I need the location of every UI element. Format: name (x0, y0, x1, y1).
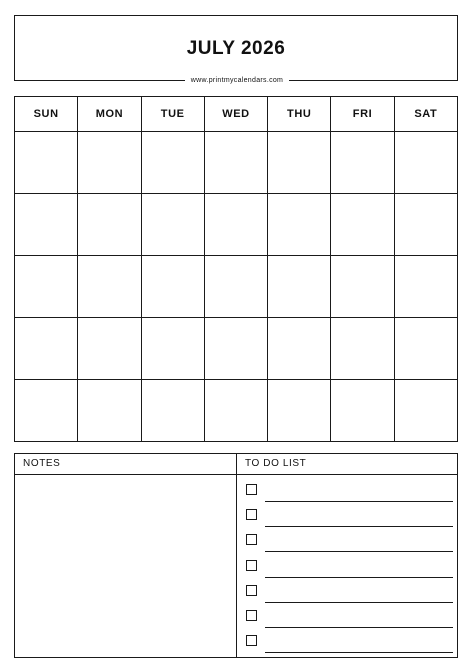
todo-item (245, 633, 453, 658)
todo-item (245, 532, 453, 557)
day-cell (268, 256, 331, 318)
day-cell (15, 318, 78, 380)
day-cell (141, 318, 204, 380)
todo-item (245, 507, 453, 532)
day-cell (268, 194, 331, 256)
day-cell (204, 380, 267, 442)
day-cell (141, 132, 204, 194)
todo-write-line (265, 526, 453, 527)
day-cell (78, 380, 141, 442)
todo-item (245, 558, 453, 583)
day-cell (15, 194, 78, 256)
day-cell (268, 318, 331, 380)
day-cell (394, 380, 457, 442)
calendar-week-row (15, 132, 458, 194)
weekday-header-row (15, 97, 458, 132)
day-cell (394, 318, 457, 380)
day-cell (268, 380, 331, 442)
todo-write-line (265, 551, 453, 552)
calendar-week-row (15, 318, 458, 380)
day-cell (331, 380, 394, 442)
todo-write-line (265, 501, 453, 502)
notes-label: NOTES (23, 458, 61, 469)
day-cell (331, 132, 394, 194)
day-cell (268, 132, 331, 194)
day-cell (141, 380, 204, 442)
weekday-sun: SUN (15, 97, 78, 132)
website-url: www.printmycalendars.com (185, 77, 289, 84)
checkbox-icon (246, 509, 257, 520)
calendar-grid (14, 96, 458, 442)
checkbox-icon (246, 610, 257, 621)
weekday-tue: TUE (141, 97, 204, 132)
calendar-week-row (15, 256, 458, 318)
day-cell (141, 256, 204, 318)
checkbox-icon (246, 585, 257, 596)
todo-label: TO DO LIST (245, 458, 307, 469)
page-title: JULY 2026 (186, 38, 286, 59)
checkbox-icon (246, 534, 257, 545)
day-cell (331, 318, 394, 380)
day-cell (204, 132, 267, 194)
todo-write-line (265, 577, 453, 578)
weekday-sat: SAT (394, 97, 457, 132)
weekday-mon: MON (78, 97, 141, 132)
weekday-thu: THU (268, 97, 331, 132)
checkbox-icon (246, 635, 257, 646)
day-cell (204, 194, 267, 256)
day-cell (78, 256, 141, 318)
title-box (14, 15, 458, 81)
todo-item (245, 583, 453, 608)
weekday-wed: WED (204, 97, 267, 132)
day-cell (78, 318, 141, 380)
notes-todo-box (14, 453, 458, 658)
day-cell (15, 256, 78, 318)
todo-item (245, 482, 453, 507)
calendar-body (15, 132, 458, 442)
checkbox-icon (246, 484, 257, 495)
day-cell (204, 256, 267, 318)
todo-write-line (265, 602, 453, 603)
todo-list (245, 482, 453, 658)
day-cell (78, 132, 141, 194)
day-cell (141, 194, 204, 256)
day-cell (394, 256, 457, 318)
todo-write-line (265, 652, 453, 653)
checkbox-icon (246, 560, 257, 571)
column-divider (236, 454, 237, 657)
day-cell (78, 194, 141, 256)
website-caption (0, 76, 474, 86)
day-cell (15, 380, 78, 442)
day-cell (15, 132, 78, 194)
calendar-week-row (15, 194, 458, 256)
day-cell (331, 256, 394, 318)
day-cell (331, 194, 394, 256)
weekday-fri: FRI (331, 97, 394, 132)
todo-item (245, 608, 453, 633)
todo-write-line (265, 627, 453, 628)
day-cell (204, 318, 267, 380)
day-cell (394, 132, 457, 194)
calendar-week-row (15, 380, 458, 442)
day-cell (394, 194, 457, 256)
